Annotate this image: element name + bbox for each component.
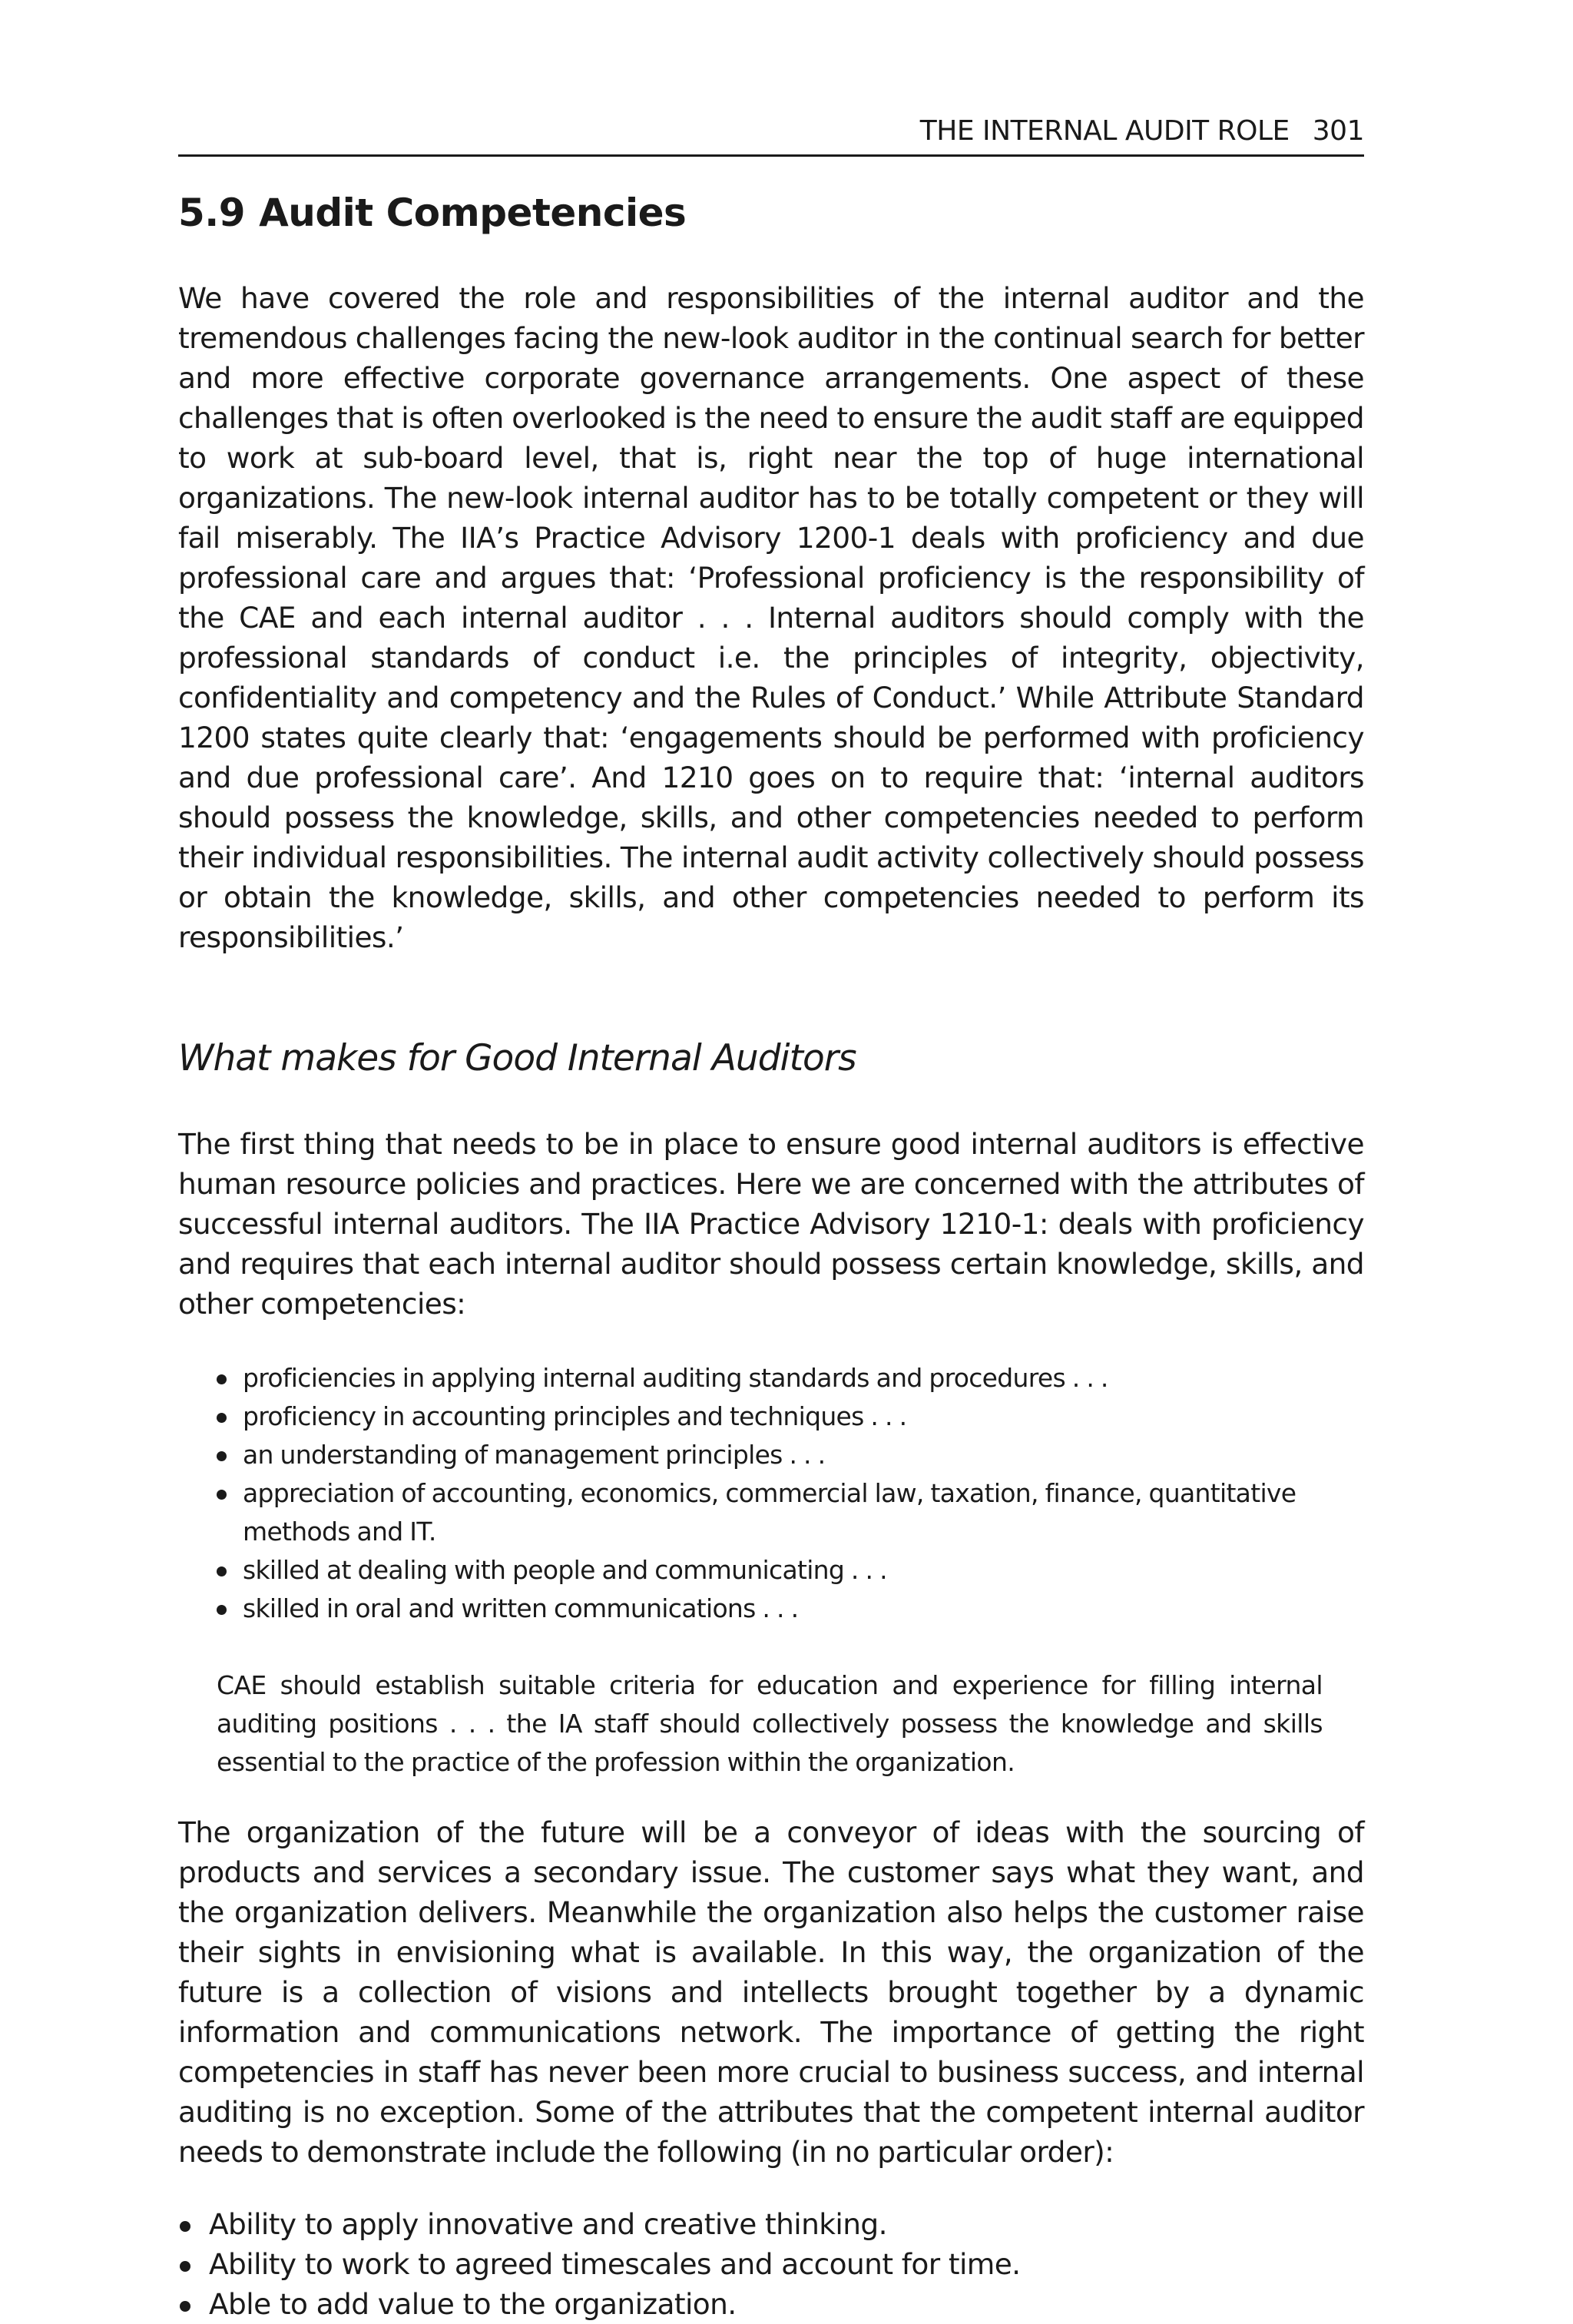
competencies-list — [178, 1359, 1323, 1628]
page-number: 301 — [1312, 115, 1364, 147]
list-item: skilled in oral and written communications . . . — [217, 1590, 1323, 1628]
list-item: an understanding of management principles . . . — [217, 1436, 1323, 1474]
list-item: proficiencies in applying internal auditing standards and procedures . . . — [217, 1359, 1323, 1397]
section-number: 5.9 — [178, 191, 246, 235]
list-item: Able to add value to the organization. — [178, 2284, 1364, 2324]
running-header — [178, 115, 1364, 157]
hr-policies-paragraph: The first thing that needs to be in place to ensure good internal auditors is effective human resource policies and practices. Here we are concerned with the attributes of successful internal auditors. The IIA Practice Advisory 1210-1: deals with proficiency and requires that each internal auditor should possess certain knowledge, skills, and other competencies: — [178, 1127, 1364, 1321]
running-header-title: THE INTERNAL AUDIT ROLE — [919, 115, 1290, 147]
section-heading — [178, 191, 1364, 235]
subheading: What makes for Good Internal Auditors — [178, 1037, 856, 1079]
intro-paragraph: We have covered the role and responsibilities of the internal auditor and the tremendous challenges facing the new-look auditor in the continual search for better and more effective corporate governance arrangements. One aspect of these challenges that is often overlooked is the need to ensure the audit staff are equipped to work at sub-board level, that is, right near the top of huge international organizations. The new-look internal auditor has to be totally competent or they will fail miserably. The IIA’s Practice Advisory 1200-1 deals with proficiency and due professional care and argues that: ‘Professional proficiency is the responsibility of the CAE and each internal auditor . . . Internal auditors should comply with the professional standards of conduct i.e. the principles of integrity, objectivity, confidentiality and competency and the Rules of Conduct.’ While Attribute Standard 1200 states quite clearly that: ‘engagements should be performed with proficiency and due professional care’. And 1210 goes on to require that: ‘internal auditors should possess the knowledge, skills, and other competencies needed to perform their individual responsibilities. The internal audit activity collectively should possess or obtain the knowledge, skills, and other competencies needed to perform its responsibilities.’ — [178, 281, 1364, 954]
list-item: Ability to apply innovative and creative thinking. — [178, 2204, 1364, 2244]
future-organization-paragraph: The organization of the future will be a conveyor of ideas with the sourcing of products and services a secondary issue. The customer says what they want, and the organization delivers. Meanwhile the organization also helps the customer raise their sights in envisioning what is available. In this way, the organization of the future is a collection of visions and intellects brought together by a dynamic information and communications network. The importance of getting the right competencies in staff has never been more crucial to business success, and internal auditing is no exception. Some of the attributes that the competent internal auditor needs to demonstrate include the following (in no particular order): — [178, 1815, 1364, 2169]
list-item: proficiency in accounting principles and techniques . . . — [217, 1397, 1323, 1436]
block-quote: CAE should establish suitable criteria for education and experience for filling internal auditing positions . . . the IA staff should collectively possess the knowledge and skills essential to the practice of the profession within the organization. — [217, 1670, 1323, 1777]
list-item: appreciation of accounting, economics, commercial law, taxation, finance, quantitative methods and IT. — [217, 1474, 1323, 1551]
list-item: skilled at dealing with people and communicating . . . — [217, 1551, 1323, 1590]
list-item: Ability to work to agreed timescales and account for time. — [178, 2244, 1364, 2284]
book-page — [178, 115, 1364, 2324]
attributes-list — [178, 2204, 1364, 2324]
section-title: Audit Competencies — [259, 191, 687, 235]
